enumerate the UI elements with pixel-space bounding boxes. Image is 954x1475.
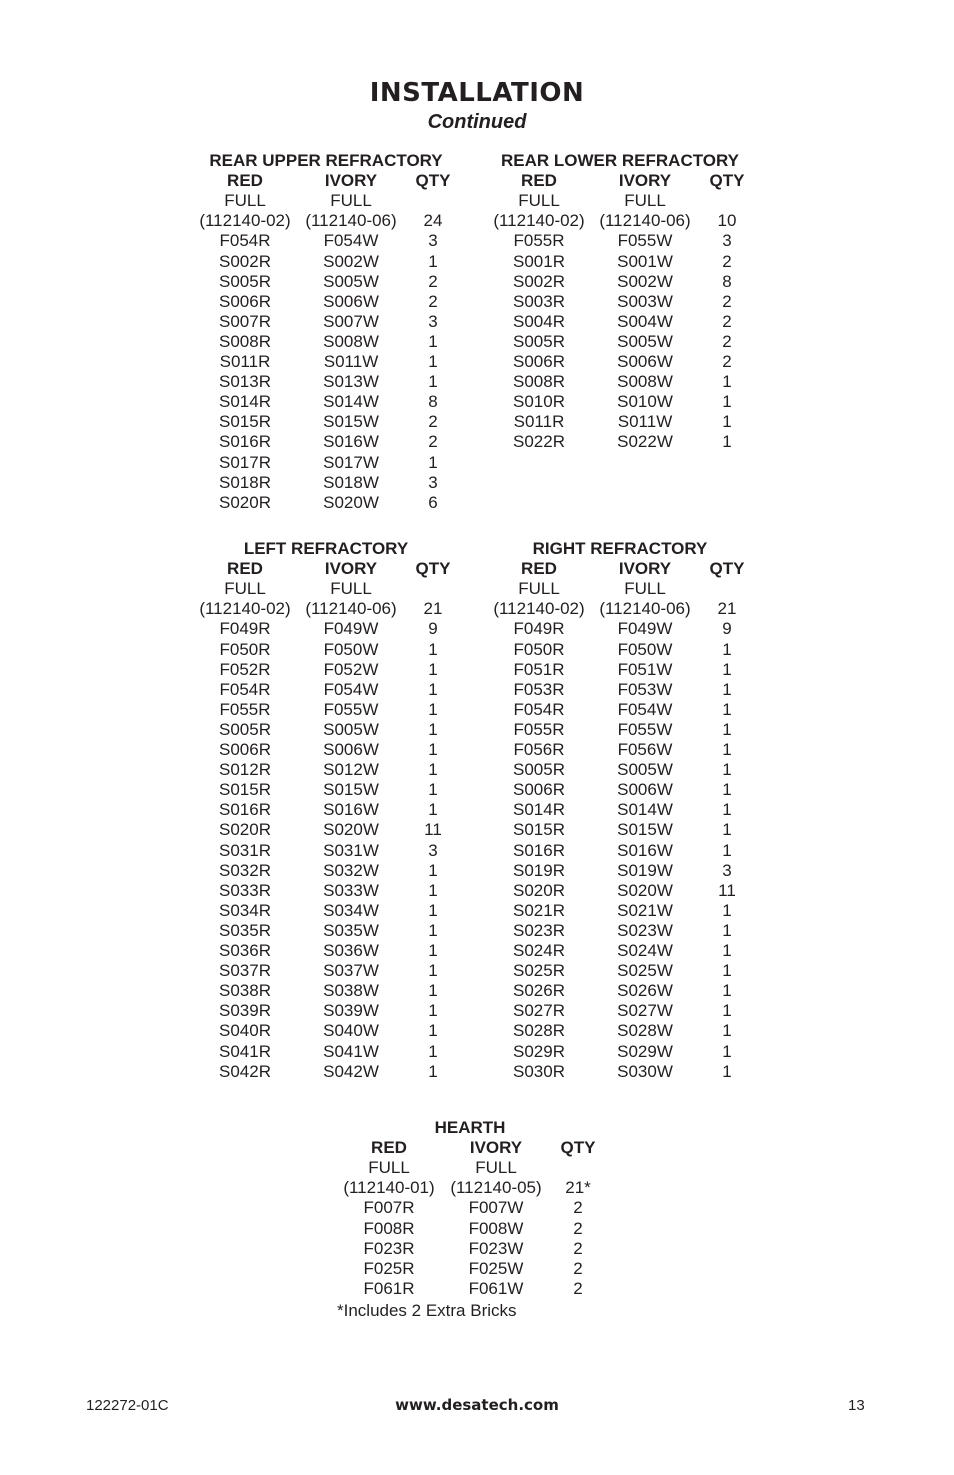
column-header-qty: QTY: [415, 171, 451, 191]
ivory-part-cell: S025W: [617, 961, 673, 981]
ivory-part-cell: S029W: [617, 1041, 673, 1061]
red-part-cell: S017R: [219, 452, 271, 472]
red-part-cell: S015R: [219, 780, 271, 800]
column-header-ivory: IVORY: [618, 559, 672, 579]
red-part-cell: F023R: [363, 1238, 415, 1258]
red-part-cell: S005R: [513, 331, 565, 351]
ivory-part-cell: F008W: [468, 1218, 524, 1238]
ivory-part-cell: F025W: [468, 1258, 524, 1278]
ivory-part-cell: S014W: [617, 800, 673, 820]
ivory-part-cell: S015W: [617, 820, 673, 840]
document-number: 122272-01C: [86, 1397, 169, 1414]
red-part-cell: F054R: [219, 231, 271, 251]
qty-cell: 6: [428, 492, 438, 512]
page-number: 13: [848, 1397, 865, 1414]
red-part-cell: S016R: [513, 840, 565, 860]
ivory-part-cell: S024W: [617, 941, 673, 960]
ivory-part-cell: (112140-06): [599, 211, 691, 231]
qty-cell: 1: [722, 639, 732, 659]
red-part-cell: S011R: [219, 352, 271, 371]
ivory-part-cell: S006W: [617, 780, 673, 800]
column-header-ivory: IVORY: [618, 171, 672, 191]
ivory-part-cell: F007W: [468, 1198, 524, 1218]
red-part-cell: F007R: [363, 1198, 415, 1218]
qty-cell: 1: [722, 760, 732, 780]
ivory-part-cell: S041W: [323, 1041, 379, 1061]
qty-cell: 3: [722, 860, 732, 880]
red-part-cell: S008R: [513, 372, 565, 392]
ivory-part-cell: S004W: [617, 311, 673, 331]
column-header-red: RED: [371, 1138, 407, 1158]
ivory-part-cell: S006W: [323, 291, 379, 311]
ivory-part-cell: S037W: [323, 961, 379, 981]
ivory-part-cell: (112140-06): [305, 211, 397, 231]
column-header-red: RED: [227, 171, 263, 191]
column-header-qty: QTY: [709, 171, 745, 191]
red-part-cell: S006R: [219, 291, 271, 311]
qty-cell: 2: [428, 432, 438, 452]
qty-cell: 1: [722, 392, 732, 412]
ivory-part-cell: S011W: [323, 352, 379, 371]
ivory-part-cell: S040W: [323, 1021, 379, 1041]
ivory-part-cell: F056W: [617, 740, 673, 759]
qty-cell: 1: [722, 981, 732, 1001]
red-part-cell: (112140-02): [493, 211, 585, 231]
qty-cell: 2: [573, 1258, 583, 1278]
ivory-part-cell: F050W: [323, 639, 379, 659]
qty-cell: 2: [573, 1218, 583, 1238]
red-part-cell: S016R: [219, 800, 271, 820]
qty-cell: 1: [428, 719, 438, 739]
qty-cell: 1: [722, 820, 732, 840]
qty-cell: 1: [428, 800, 438, 820]
qty-cell: 1: [428, 860, 438, 880]
red-part-cell: S026R: [513, 981, 565, 1001]
red-part-cell: S015R: [513, 820, 565, 840]
ivory-part-cell: S005W: [323, 271, 379, 291]
ivory-part-cell: S005W: [323, 719, 379, 739]
qty-cell: 1: [722, 900, 732, 920]
table-title: REAR UPPER REFRACTORY: [209, 151, 443, 170]
qty-cell: 3: [428, 231, 438, 251]
red-part-cell: S031R: [219, 840, 271, 860]
qty-cell: 1: [722, 412, 732, 432]
red-part-cell: S035R: [219, 920, 271, 940]
qty-cell: 9: [722, 619, 732, 639]
red-part-cell: S014R: [219, 392, 271, 412]
table-title: REAR LOWER REFRACTORY: [501, 151, 739, 170]
ivory-part-cell: F052W: [323, 659, 379, 679]
red-part-cell: S040R: [219, 1021, 271, 1041]
red-part-cell: S041R: [219, 1041, 271, 1061]
red-part-cell: S002R: [219, 251, 271, 271]
qty-cell: 9: [428, 619, 438, 639]
red-part-cell: (112140-02): [199, 599, 291, 619]
ivory-part-cell: S001W: [617, 251, 673, 271]
qty-cell: 1: [428, 639, 438, 659]
ivory-part-cell: S036W: [323, 941, 379, 960]
ivory-part-cell: S010W: [617, 392, 673, 412]
ivory-part-cell: S002W: [323, 251, 379, 271]
ivory-part-cell: S038W: [323, 981, 379, 1001]
red-part-cell: FULL: [224, 579, 266, 599]
red-part-cell: F052R: [219, 659, 271, 679]
column-header-qty: QTY: [415, 559, 451, 579]
qty-cell: 1: [428, 1041, 438, 1061]
ivory-part-cell: S015W: [323, 780, 379, 800]
qty-cell: 1: [428, 659, 438, 679]
ivory-part-cell: S006W: [617, 352, 673, 371]
red-part-cell: S039R: [219, 1001, 271, 1021]
qty-cell: 2: [722, 311, 732, 331]
red-part-cell: S024R: [513, 941, 565, 960]
ivory-part-cell: S035W: [323, 920, 379, 940]
ivory-part-cell: S032W: [323, 860, 379, 880]
qty-cell: 1: [428, 880, 438, 900]
ivory-part-cell: S005W: [617, 331, 673, 351]
red-part-cell: S034R: [219, 900, 271, 920]
qty-cell: 3: [722, 231, 732, 251]
qty-cell: 1: [428, 941, 438, 960]
qty-cell: 1: [722, 1041, 732, 1061]
qty-cell: 1: [428, 900, 438, 920]
column-header-red: RED: [521, 559, 557, 579]
red-part-cell: S020R: [219, 820, 271, 840]
ivory-part-cell: F049W: [323, 619, 379, 639]
red-part-cell: S012R: [219, 760, 271, 780]
red-part-cell: S016R: [219, 432, 271, 452]
qty-cell: 1: [722, 780, 732, 800]
ivory-part-cell: F050W: [617, 639, 673, 659]
ivory-part-cell: S042W: [323, 1061, 379, 1081]
ivory-part-cell: S020W: [617, 880, 673, 900]
red-part-cell: FULL: [224, 191, 266, 211]
qty-cell: 21: [423, 599, 443, 619]
qty-cell: 3: [428, 840, 438, 860]
qty-cell: 1: [722, 719, 732, 739]
qty-cell: 1: [428, 981, 438, 1001]
ivory-part-cell: F054W: [323, 679, 379, 699]
ivory-part-cell: S007W: [323, 311, 379, 331]
qty-cell: 1: [722, 372, 732, 392]
red-part-cell: S028R: [513, 1021, 565, 1041]
red-part-cell: S021R: [513, 900, 565, 920]
qty-cell: 24: [423, 211, 443, 231]
red-part-cell: S030R: [513, 1061, 565, 1081]
red-part-cell: S020R: [219, 492, 271, 512]
column-header-qty: QTY: [560, 1138, 596, 1158]
red-part-cell: F061R: [363, 1278, 415, 1298]
red-part-cell: S032R: [219, 860, 271, 880]
red-part-cell: S007R: [219, 311, 271, 331]
qty-cell: 1: [428, 1061, 438, 1081]
ivory-part-cell: F023W: [468, 1238, 524, 1258]
red-part-cell: S025R: [513, 961, 565, 981]
qty-cell: 1: [722, 679, 732, 699]
ivory-part-cell: S015W: [323, 412, 379, 432]
ivory-part-cell: S012W: [323, 760, 379, 780]
red-part-cell: S008R: [219, 331, 271, 351]
ivory-part-cell: S021W: [617, 900, 673, 920]
red-part-cell: S003R: [513, 291, 565, 311]
qty-cell: 1: [722, 961, 732, 981]
ivory-part-cell: S008W: [617, 372, 673, 392]
qty-cell: 1: [428, 780, 438, 800]
qty-cell: 1: [722, 941, 732, 960]
ivory-part-cell: F061W: [468, 1278, 524, 1298]
ivory-part-cell: S031W: [323, 840, 379, 860]
ivory-part-cell: FULL: [330, 579, 372, 599]
red-part-cell: S018R: [219, 472, 271, 492]
qty-cell: 2: [428, 291, 438, 311]
ivory-part-cell: S016W: [323, 432, 379, 452]
qty-cell: 1: [722, 659, 732, 679]
red-part-cell: S011R: [513, 412, 565, 432]
qty-cell: 1: [722, 740, 732, 759]
red-part-cell: S002R: [513, 271, 565, 291]
red-part-cell: F049R: [513, 619, 565, 639]
qty-cell: 2: [573, 1238, 583, 1258]
qty-cell: 2: [722, 251, 732, 271]
column-header-red: RED: [227, 559, 263, 579]
qty-cell: 11: [718, 880, 736, 900]
qty-cell: 8: [428, 392, 438, 412]
red-part-cell: S004R: [513, 311, 565, 331]
column-header-qty: QTY: [709, 559, 745, 579]
ivory-part-cell: S020W: [323, 820, 379, 840]
red-part-cell: S019R: [513, 860, 565, 880]
ivory-part-cell: (112140-06): [599, 599, 691, 619]
ivory-part-cell: S013W: [323, 372, 379, 392]
qty-cell: 1: [722, 1021, 732, 1041]
red-part-cell: S010R: [513, 392, 565, 412]
ivory-part-cell: S019W: [617, 860, 673, 880]
red-part-cell: S033R: [219, 880, 271, 900]
red-part-cell: (112140-01): [343, 1178, 435, 1198]
ivory-part-cell: (112140-05): [450, 1178, 542, 1198]
red-part-cell: S006R: [513, 780, 565, 800]
red-part-cell: S029R: [513, 1041, 565, 1061]
ivory-part-cell: F055W: [323, 699, 379, 719]
ivory-part-cell: F053W: [617, 679, 673, 699]
qty-cell: 10: [717, 211, 737, 231]
red-part-cell: FULL: [518, 191, 560, 211]
ivory-part-cell: S014W: [323, 392, 379, 412]
red-part-cell: (112140-02): [199, 211, 291, 231]
red-part-cell: S042R: [219, 1061, 271, 1081]
red-part-cell: (112140-02): [493, 599, 585, 619]
qty-cell: 3: [428, 472, 438, 492]
red-part-cell: F051R: [513, 659, 565, 679]
qty-cell: 1: [428, 1001, 438, 1021]
red-part-cell: FULL: [518, 579, 560, 599]
column-header-red: RED: [521, 171, 557, 191]
qty-cell: 1: [722, 840, 732, 860]
column-header-ivory: IVORY: [324, 559, 378, 579]
red-part-cell: S001R: [513, 251, 565, 271]
ivory-part-cell: S039W: [323, 1001, 379, 1021]
red-part-cell: F054R: [513, 699, 565, 719]
table-footnote: *Includes 2 Extra Bricks: [337, 1300, 517, 1320]
qty-cell: 2: [722, 352, 732, 371]
ivory-part-cell: F055W: [617, 719, 673, 739]
ivory-part-cell: S016W: [323, 800, 379, 820]
qty-cell: 1: [722, 800, 732, 820]
qty-cell: 3: [428, 311, 438, 331]
red-part-cell: F008R: [363, 1218, 415, 1238]
ivory-part-cell: F049W: [617, 619, 673, 639]
red-part-cell: F055R: [219, 699, 271, 719]
ivory-part-cell: FULL: [624, 579, 666, 599]
ivory-part-cell: S017W: [323, 452, 379, 472]
ivory-part-cell: FULL: [624, 191, 666, 211]
qty-cell: 2: [428, 412, 438, 432]
red-part-cell: F050R: [513, 639, 565, 659]
ivory-part-cell: S016W: [617, 840, 673, 860]
ivory-part-cell: S034W: [323, 900, 379, 920]
ivory-part-cell: FULL: [475, 1158, 517, 1178]
red-part-cell: S036R: [219, 941, 271, 960]
qty-cell: 1: [428, 740, 438, 759]
qty-cell: 1: [428, 352, 438, 371]
red-part-cell: F050R: [219, 639, 271, 659]
red-part-cell: F054R: [219, 679, 271, 699]
qty-cell: 21: [717, 599, 737, 619]
website-link[interactable]: www.desatech.com: [395, 1396, 559, 1414]
red-part-cell: F055R: [513, 719, 565, 739]
ivory-part-cell: S028W: [617, 1021, 673, 1041]
red-part-cell: F049R: [219, 619, 271, 639]
qty-cell: 1: [428, 331, 438, 351]
ivory-part-cell: S003W: [617, 291, 673, 311]
red-part-cell: S005R: [219, 271, 271, 291]
red-part-cell: F053R: [513, 679, 565, 699]
red-part-cell: S005R: [219, 719, 271, 739]
red-part-cell: F025R: [363, 1258, 415, 1278]
ivory-part-cell: S008W: [323, 331, 379, 351]
ivory-part-cell: F055W: [617, 231, 673, 251]
table-title: LEFT REFRACTORY: [243, 539, 409, 558]
column-header-ivory: IVORY: [469, 1138, 523, 1158]
red-part-cell: F056R: [513, 740, 565, 759]
qty-cell: 8: [722, 271, 732, 291]
red-part-cell: S020R: [513, 880, 565, 900]
red-part-cell: S013R: [219, 372, 271, 392]
qty-cell: 1: [428, 760, 438, 780]
red-part-cell: F055R: [513, 231, 565, 251]
qty-cell: 1: [428, 452, 438, 472]
qty-cell: 1: [722, 1001, 732, 1021]
table-title: HEARTH: [434, 1118, 506, 1137]
red-part-cell: S014R: [513, 800, 565, 820]
qty-cell: 2: [573, 1198, 583, 1218]
qty-cell: 1: [428, 251, 438, 271]
qty-cell: 1: [428, 1021, 438, 1041]
ivory-part-cell: S022W: [617, 432, 673, 452]
red-part-cell: S038R: [219, 981, 271, 1001]
qty-cell: 1: [428, 961, 438, 981]
column-header-ivory: IVORY: [324, 171, 378, 191]
qty-cell: 1: [722, 920, 732, 940]
ivory-part-cell: S002W: [617, 271, 673, 291]
qty-cell: 2: [722, 331, 732, 351]
ivory-part-cell: FULL: [330, 191, 372, 211]
red-part-cell: S006R: [513, 352, 565, 371]
ivory-part-cell: F051W: [617, 659, 673, 679]
ivory-part-cell: S033W: [323, 880, 379, 900]
red-part-cell: S027R: [513, 1001, 565, 1021]
ivory-part-cell: S006W: [323, 740, 379, 759]
red-part-cell: S022R: [513, 432, 565, 452]
red-part-cell: S037R: [219, 961, 271, 981]
table-title: RIGHT REFRACTORY: [532, 539, 708, 558]
qty-cell: 2: [428, 271, 438, 291]
qty-cell: 1: [722, 1061, 732, 1081]
qty-cell: 21*: [565, 1178, 591, 1198]
qty-cell: 1: [722, 699, 732, 719]
qty-cell: 1: [722, 432, 732, 452]
ivory-part-cell: S011W: [617, 412, 673, 432]
ivory-part-cell: S026W: [617, 981, 673, 1001]
red-part-cell: S023R: [513, 920, 565, 940]
qty-cell: 1: [428, 699, 438, 719]
ivory-part-cell: S027W: [617, 1001, 673, 1021]
ivory-part-cell: F054W: [323, 231, 379, 251]
ivory-part-cell: (112140-06): [305, 599, 397, 619]
ivory-part-cell: F054W: [617, 699, 673, 719]
ivory-part-cell: S020W: [323, 492, 379, 512]
ivory-part-cell: S018W: [323, 472, 379, 492]
qty-cell: 1: [428, 920, 438, 940]
qty-cell: 1: [428, 679, 438, 699]
ivory-part-cell: S023W: [617, 920, 673, 940]
red-part-cell: S005R: [513, 760, 565, 780]
red-part-cell: S006R: [219, 740, 271, 759]
qty-cell: 1: [428, 372, 438, 392]
red-part-cell: S015R: [219, 412, 271, 432]
page-subtitle: Continued: [427, 111, 527, 133]
page-title: INSTALLATION: [369, 78, 585, 108]
qty-cell: 11: [424, 820, 442, 840]
qty-cell: 2: [722, 291, 732, 311]
red-part-cell: FULL: [368, 1158, 410, 1178]
ivory-part-cell: S005W: [617, 760, 673, 780]
qty-cell: 2: [573, 1278, 583, 1298]
ivory-part-cell: S030W: [617, 1061, 673, 1081]
